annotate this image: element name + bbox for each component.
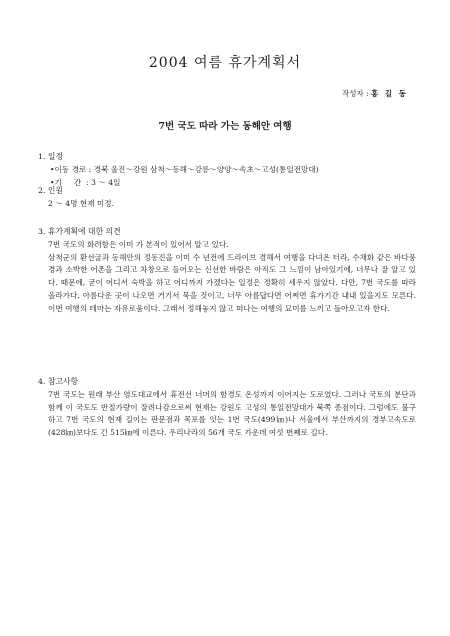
reference-paragraph: 7번 국도는 원래 부산 영도대교에서 휴전선 너머의 함경도 온성까지 이어지는 도로였다. 그러나 국토의 분단과 함께 이 국도도 반절가량이 잘려나감으로써 현재는 강원도 고성의 통일전망대가 북쪽 종점이다. 그럼에도 불구하고 7번 국도의 현재 길이는 판문점과 목포를 잇는 1번 국도(499㎞)나 서울에서 부산까지의 경부고속도로(428㎞)보다도 긴 515㎞에 이른다. 우리나라의 56개 국도 가운데 여섯 번째로 길다. <box>48 389 416 438</box>
author-label: 작성자 : <box>342 89 372 98</box>
section-heading: 3. 휴가계획에 대한 의견 <box>38 227 121 236</box>
document-subtitle: 7번 국도 따라 가는 동해안 여행 <box>158 121 292 132</box>
members-line: 2 ～ 4명 현재 미정. <box>48 198 115 208</box>
route-line: •이동 경로 : 경북 울진～강원 삼척～동해～강릉～양양～속초～고성(통일전망대) <box>50 164 319 174</box>
author-line <box>342 88 408 99</box>
author-name: 홍 길 동 <box>371 89 408 98</box>
section-heading: 4. 참고사항 <box>38 377 79 386</box>
opinion-intro: 7번 국도의 화려함은 이미 가 본적이 있어서 알고 있다. <box>48 239 229 249</box>
section-reference <box>38 376 416 440</box>
opinion-paragraph: 삼척군의 환선굴과 동해안의 정동진을 이미 수 년전에 드라이브 겸해서 여행을 다녀온 터라, 수채화 같은 바다풍경과 소박한 어촌을 그리고 차창으로 들어오는 신선한 바람은 아직도 그 느낌이 남아있기에, 너무나 잘 알고 있다. 때문에, 굳이 어디서 숙박을 하고 어디까지 가겠다는 일정은 정확히 세우지 않았다. 다만, 7번 국도를 따라 올라가다, 아름다운 곳이 나오면 거기서 묵을 것이고, 너무 아름답다면 어쩌면 휴가기간 내내 있을지도 모른다. 이번 여행의 테마는 자유로움이다. 그래서 정해놓지 않고 떠나는 여행의 묘미를 느끼고 돌아오고자 한다. <box>48 252 416 313</box>
section-schedule <box>38 151 416 189</box>
document-title: 2004 여름 휴가계획서 <box>148 55 302 71</box>
section-heading: 1. 일정 <box>38 152 63 161</box>
section-members <box>38 185 416 211</box>
section-heading: 2. 인원 <box>38 186 63 195</box>
period-line: •기 간 : 3 ～ 4일 <box>50 177 121 187</box>
section-opinion <box>38 226 416 316</box>
